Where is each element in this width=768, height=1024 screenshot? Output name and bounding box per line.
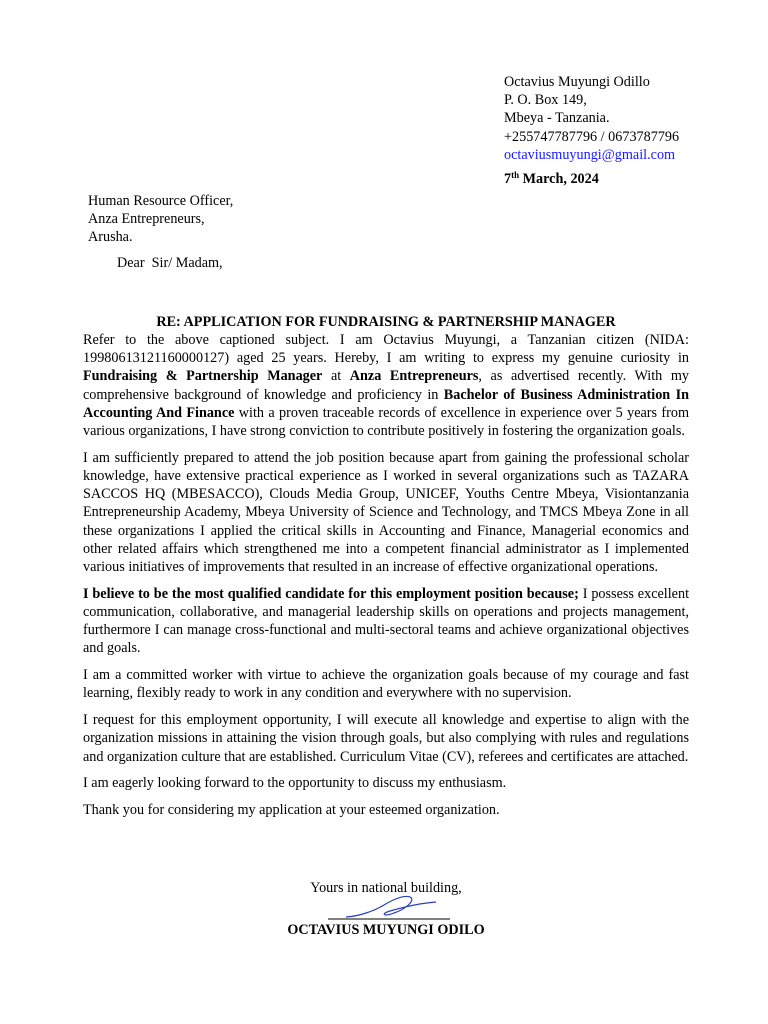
paragraph-request: I request for this employment opportunity, I will execute all knowledge and expertise to align with the organization missions in attaining the vision through goals, but also complying with rules and regulations and organization culture that are established. Curriculum Vitae (CV), referees and certificates are attached. bbox=[83, 712, 689, 765]
signature-stroke bbox=[346, 896, 436, 917]
paragraph-text: at bbox=[322, 368, 350, 385]
date-rest: March, 2024 bbox=[519, 171, 599, 188]
closing-line: Yours in national building, bbox=[310, 880, 462, 896]
emphasized-text: Bachelor of Business Administration In Accounting And Finance bbox=[83, 386, 689, 421]
date-day: 7 bbox=[504, 171, 512, 188]
paragraph-text: Refer to the above captioned subject. I am Octavius Muyungi, a Tanzanian citizen (NIDA: 19980613121160000127) aged 25 years. Hereby, I am writing to express my genuine curiosity in bbox=[83, 332, 689, 367]
qualification-statement: I believe to be the most qualified candidate for this employment position because; bbox=[83, 585, 579, 602]
sender-name: Octavius Muyungi Odillo bbox=[504, 74, 650, 90]
sender-city: Mbeya - Tanzania. bbox=[504, 110, 610, 127]
recipient-address-block bbox=[88, 192, 388, 247]
paragraph-text: with a proven traceable records of excellence in experience over 5 years from various organizations, I have strong conviction to contribute positively in fostering the organization goals. bbox=[83, 404, 689, 440]
paragraph-thanks: Thank you for considering my application at your esteemed organization. bbox=[83, 802, 500, 819]
recipient-organization: Anza Entrepreneurs, bbox=[88, 211, 205, 228]
letter-body bbox=[83, 331, 689, 828]
signer-name: OCTAVIUS MUYUNGI ODILO bbox=[287, 922, 485, 938]
sender-phone: +255747787796 / 0673787796 bbox=[504, 128, 680, 145]
date-suffix: th bbox=[511, 170, 520, 181]
handwritten-signature bbox=[322, 889, 452, 925]
qualification-details: I possess excellent communication, collaborative, and managerial leadership skills on operations and projects management, furthermore I can manage cross-functional and multi-sectoral teams and achieve organizational objectives and goals. bbox=[83, 585, 690, 657]
paragraph-looking-forward: I am eagerly looking forward to the opportunity to discuss my enthusiasm. bbox=[83, 775, 507, 792]
recipient-title: Human Resource Officer, bbox=[88, 193, 234, 209]
letter-date bbox=[504, 170, 744, 188]
paragraph-introduction bbox=[83, 331, 689, 440]
salutation: Dear Sir/ Madam, bbox=[117, 255, 223, 271]
paragraph-experience: I am sufficiently prepared to attend the job position because apart from gaining the professional scholar knowledge, have extensive practical experience as I worked in several organizations such as TAZARA SACCOS HQ (MBESACCO), Clouds Media Group, UNICEF, Youths Centre Mbeya, Visiontanzania Entrepreneurship Academy, Mbeya University of Science and Technology, and TMCS Mbeya Zone in all these organizations I applied the critical skills in Accounting and Finance, Managerial economics and other related affairs which strengthened me into a competent financial administrator as I implemented various initiatives of improvements that resulted in an increase of effective organizational operations. bbox=[83, 449, 689, 576]
recipient-city: Arusha. bbox=[88, 229, 133, 246]
sender-email-link[interactable]: octaviusmuyungi@gmail.com bbox=[504, 146, 676, 163]
paragraph-text: , as advertised recently. With my comprehensive background of knowledge and proficiency in bbox=[83, 368, 689, 403]
subject-heading: RE: APPLICATION FOR FUNDRAISING & PARTNERSHIP MANAGER bbox=[156, 314, 616, 330]
sender-address-block bbox=[504, 73, 744, 188]
paragraph-commitment: I am a committed worker with virtue to achieve the organization goals because of my courage and fast learning, flexibly ready to work in any condition and everywhere with no supervision. bbox=[83, 667, 689, 702]
emphasized-text: Anza Entrepreneurs bbox=[349, 368, 479, 385]
paragraph-qualification bbox=[83, 585, 689, 658]
emphasized-text: Fundraising & Partnership Manager bbox=[83, 368, 323, 385]
sender-po-box: P. O. Box 149, bbox=[504, 92, 587, 109]
